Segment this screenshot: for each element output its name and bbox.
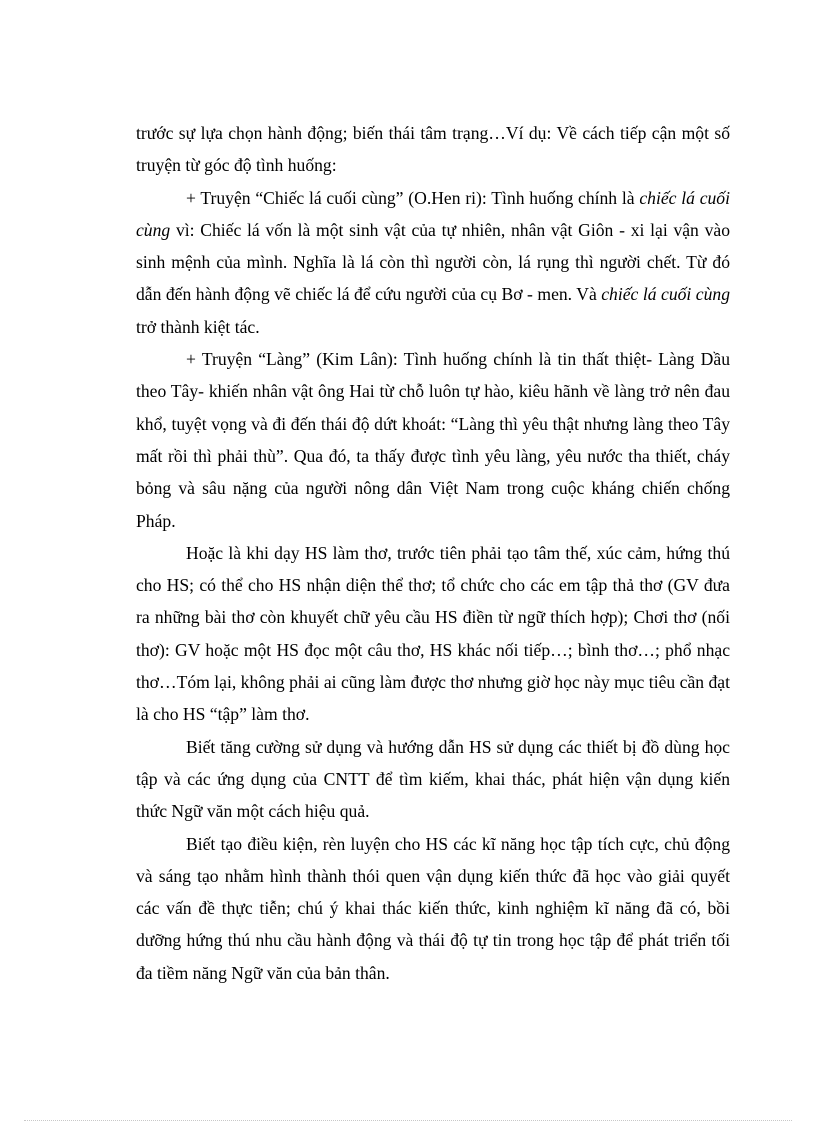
paragraph-cntt	[136, 731, 730, 828]
text-segment: + Truyện “Chiếc lá cuối cùng” (O.Hen ri): Tình huống chính là	[186, 187, 640, 208]
text-segment: trở thành kiệt tác.	[136, 316, 260, 337]
italic-title: chiếc lá cuối cùng	[601, 284, 730, 305]
paragraph-ki-nang	[136, 828, 730, 989]
paragraph-continuation	[136, 117, 730, 182]
paragraph-lang	[136, 343, 730, 537]
text-segment: trước sự lựa chọn hành động; biến thái tâm trạng…Ví dụ: Về cách tiếp cận một số truyện từ góc độ tình huống:	[136, 123, 730, 176]
page-bottom-divider	[24, 1120, 792, 1121]
paragraph-lam-tho	[136, 537, 730, 731]
text-segment: + Truyện “Làng” (Kim Lân): Tình huống chính là tin thất thiệt- Làng Dầu theo Tây- khiến nhân vật ông Hai từ chỗ luôn tự hào, kiêu hãnh về làng trở nên đau khổ, tuyệt vọng và đi đến thái độ dứt khoát: “Làng thì yêu thật nhưng làng theo Tây mất rồi thì phải thù”. Qua đó, ta thấy được tình yêu làng, yêu nước tha thiết, cháy bỏng và sâu nặng của người nông dân Việt Nam trong cuộc kháng chiến chống Pháp.	[136, 349, 730, 531]
paragraph-chiec-la-cuoi-cung	[136, 182, 730, 343]
text-segment: Hoặc là khi dạy HS làm thơ, trước tiên phải tạo tâm thế, xúc cảm, hứng thú cho HS; có thể cho HS nhận diện thể thơ; tổ chức cho các em tập thả thơ (GV đưa ra những bài thơ còn khuyết chữ yêu cầu HS điền từ ngữ thích hợp); Chơi thơ (nối thơ): GV hoặc một HS đọc một câu thơ, HS khác nối tiếp…; bình thơ…; phổ nhạc thơ…Tóm lại, không phải ai cũng làm được thơ nhưng giờ học này mục tiêu cần đạt là cho HS “tập” làm thơ.	[136, 542, 730, 725]
body-text	[136, 117, 730, 989]
text-segment: vì: Chiếc lá vốn là một sinh vật của tự nhiên, nhân vật Giôn - xi lại vận vào sinh mệnh của mình. Nghĩa là lá còn thì người còn, lá rụng thì người chết. Từ đó dẫn đến hành động vẽ chiếc lá để cứu người của cụ Bơ - men. Và	[136, 219, 730, 305]
text-segment: Biết tạo điều kiện, rèn luyện cho HS các kĩ năng học tập tích cực, chủ động và sáng tạo nhằm hình thành thói quen vận dụng kiến thức đã học vào giải quyết các vấn đề thực tiễn; chú ý khai thác kiến thức, kinh nghiệm kĩ năng đã có, bồi dưỡng hứng thú nhu cầu hành động và thái độ tự tin trong học tập để phát triển tối đa tiềm năng Ngữ văn của bản thân.	[136, 833, 730, 983]
text-segment: Biết tăng cường sử dụng và hướng dẫn HS sử dụng các thiết bị đồ dùng học tập và các ứng dụng của CNTT để tìm kiếm, khai thác, phát hiện vận dụng kiến thức Ngữ văn một cách hiệu quả.	[136, 736, 730, 822]
italic-title: chiếc lá cuối cùng	[136, 187, 730, 240]
